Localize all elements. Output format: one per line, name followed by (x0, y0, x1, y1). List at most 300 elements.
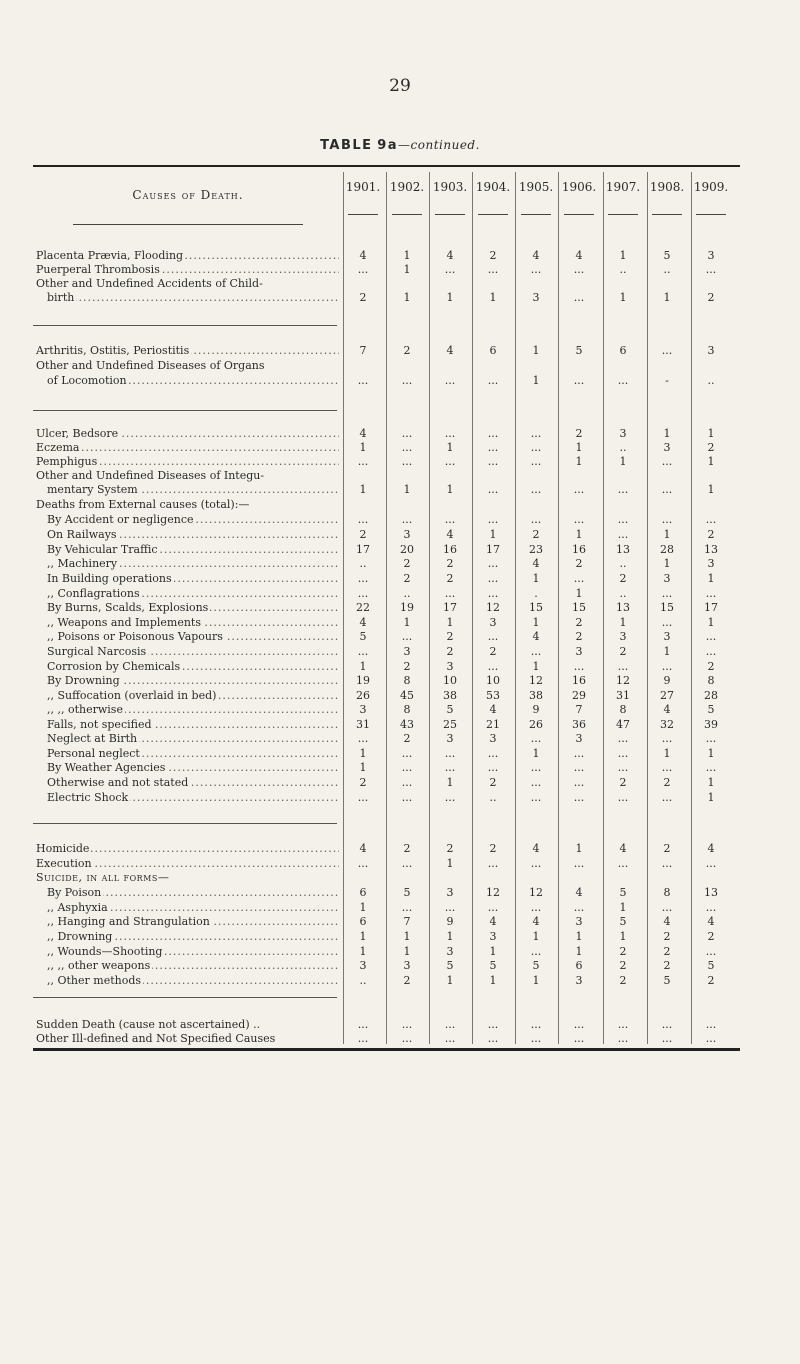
table-cell: 2 (575, 616, 583, 629)
row-label (47, 973, 339, 988)
year-header-underline (564, 214, 594, 215)
table-cell: 2 (619, 572, 627, 585)
row-label (36, 468, 339, 483)
table-cell: ... (530, 776, 542, 789)
table-cell: ... (357, 732, 369, 745)
table-cell: 28 (704, 689, 718, 702)
table-cell: ... (705, 513, 717, 526)
table-row (33, 615, 740, 630)
table-cell: 7 (359, 344, 367, 357)
table-cell: ... (705, 1032, 717, 1045)
table-cell: 1 (575, 930, 583, 943)
table-cell: ... (617, 374, 629, 387)
year-header-label: 1909. (693, 180, 729, 194)
table-cell: 3 (663, 441, 671, 454)
table-row (33, 629, 740, 644)
table-cell: ... (573, 660, 585, 673)
table-cell: ... (661, 483, 673, 496)
row-label-text: Other and Undefined Diseases of Organs (36, 359, 265, 372)
table-cell: 1 (663, 645, 671, 658)
table-row (33, 731, 740, 746)
table-cell: 4 (489, 703, 497, 716)
table-cell: 4 (359, 427, 367, 440)
table-cell: ... (573, 483, 585, 496)
row-label-text: Puerperal Thrombosis (36, 263, 160, 276)
row-label-text: Corrosion by Chemicals (47, 660, 181, 673)
table-cell: ... (661, 455, 673, 468)
table-cell: 3 (707, 249, 715, 262)
row-label (36, 358, 339, 373)
table-cell: 3 (663, 630, 671, 643)
table-cell: 1 (489, 945, 497, 958)
row-label (36, 262, 339, 277)
table-cell: 16 (572, 674, 586, 687)
year-header-underline (348, 214, 378, 215)
table-cell: 2 (403, 660, 411, 673)
row-label (36, 497, 339, 512)
table-cell: 1 (707, 455, 715, 468)
year-header-label: 1907. (605, 180, 641, 194)
table-cell: ... (357, 857, 369, 870)
table-cell: ... (573, 1032, 585, 1045)
table-cell: 38 (529, 689, 543, 702)
table-cell: 5 (663, 249, 671, 262)
table-row (33, 644, 740, 659)
row-label (47, 944, 339, 959)
table-cell: 1 (359, 747, 367, 760)
table-row (33, 870, 740, 885)
row-label (47, 746, 339, 761)
row-label-text: By Vehicular Traffic (47, 543, 158, 556)
table-row (33, 571, 740, 586)
row-label (47, 659, 339, 674)
table-cell: 5 (532, 959, 540, 972)
table-cell: ... (661, 344, 673, 357)
table-cell: 1 (403, 263, 411, 276)
table-cell: 4 (359, 249, 367, 262)
table-cell: 2 (619, 776, 627, 789)
year-header (387, 180, 427, 215)
table-cell: 2 (575, 630, 583, 643)
table-cell: 2 (489, 249, 497, 262)
table-cell: 4 (575, 886, 583, 899)
table-row (33, 262, 740, 277)
table-row (33, 556, 740, 571)
table-row (33, 1031, 740, 1046)
table-cell: 16 (572, 543, 586, 556)
table-cell: 20 (400, 543, 414, 556)
table-cell: 38 (443, 689, 457, 702)
table-title (0, 138, 800, 153)
row-label-text: birth (47, 291, 75, 304)
row-label (47, 760, 339, 775)
table-cell: ... (444, 791, 456, 804)
row-label (47, 929, 339, 944)
table-cell: 1 (663, 747, 671, 760)
table-cell: 23 (529, 543, 543, 556)
table-cell: 2 (663, 842, 671, 855)
table-cell: 1 (575, 441, 583, 454)
row-label-text: Placenta Prævia, Flooding (36, 249, 184, 262)
table-cell: ... (530, 455, 542, 468)
table-cell: 4 (446, 528, 454, 541)
table-cell: 1 (663, 427, 671, 440)
table-cell: ... (487, 901, 499, 914)
table-cell: 1 (663, 557, 671, 570)
table-cell: ... (705, 645, 717, 658)
table-cell: 13 (704, 543, 718, 556)
table-row (33, 276, 740, 291)
table-cell: 31 (356, 718, 370, 731)
page-number: 29 (389, 76, 411, 96)
table-cell: 6 (619, 344, 627, 357)
table-cell: 3 (575, 732, 583, 745)
table-cell: ... (444, 1032, 456, 1045)
row-label (47, 512, 339, 527)
table-cell: 1 (532, 974, 540, 987)
table-cell: ... (487, 761, 499, 774)
table-cell: ... (573, 1018, 585, 1031)
table-cell: ... (617, 1018, 629, 1031)
row-label (47, 644, 339, 659)
table-cell: ... (401, 427, 413, 440)
table-cell: 22 (356, 601, 370, 614)
table-cell: 32 (660, 718, 674, 731)
table-cell: ... (444, 374, 456, 387)
table-cell: 2 (707, 930, 715, 943)
table-row (33, 885, 740, 900)
table-cell: 1 (707, 747, 715, 760)
table-cell: 16 (443, 543, 457, 556)
table-cell: 5 (619, 886, 627, 899)
table-cell: 6 (575, 959, 583, 972)
table-cell: 3 (575, 915, 583, 928)
table-cell: 10 (443, 674, 457, 687)
row-label (47, 556, 339, 571)
table-cell: ... (444, 427, 456, 440)
table-cell: .. (619, 263, 627, 276)
table-cell: 3 (707, 344, 715, 357)
table-cell: 3 (489, 732, 497, 745)
table-cell: - (665, 374, 669, 387)
table-cell: .. (403, 587, 411, 600)
table-row (33, 746, 740, 761)
row-label-text: Execution (36, 857, 92, 870)
table-cell: 2 (403, 572, 411, 585)
row-label (36, 248, 339, 263)
table-cell: .. (359, 557, 367, 570)
table-row (33, 343, 740, 358)
table-cell: ... (357, 791, 369, 804)
table-cell: 1 (359, 483, 367, 496)
table-row (33, 717, 740, 732)
table-cell: 47 (616, 718, 630, 731)
table-cell: ... (357, 1018, 369, 1031)
table-cell: ... (487, 557, 499, 570)
row-label-text: Other Ill-defined and Not Specified Causes (36, 1032, 276, 1045)
row-label-text: Ulcer, Bedsore (36, 427, 119, 440)
row-label-text: ,, Conflagrations (47, 587, 140, 600)
table-cell: ... (444, 1018, 456, 1031)
row-label-text: Other and Undefined Accidents of Child- (36, 277, 263, 290)
table-cell: 15 (529, 601, 543, 614)
table-row (33, 454, 740, 469)
table-cell: .. (489, 791, 497, 804)
table-cell: ... (573, 374, 585, 387)
row-label (47, 615, 339, 630)
row-label (47, 571, 339, 586)
table-cell: ... (487, 1018, 499, 1031)
table-row (33, 944, 740, 959)
row-label-text: On Railways (47, 528, 117, 541)
table-cell: ... (573, 761, 585, 774)
table-cell: ... (617, 513, 629, 526)
table-cell: 5 (359, 630, 367, 643)
section-rule (33, 410, 337, 411)
table-cell: 4 (532, 630, 540, 643)
row-label-text: ,, Other methods (47, 974, 142, 987)
table-cell: 1 (532, 747, 540, 760)
table-cell: ... (357, 455, 369, 468)
table-cell: ... (401, 761, 413, 774)
row-label-text: ,, Wounds—Shooting (47, 945, 163, 958)
table-cell: 1 (359, 930, 367, 943)
table-cell: 2 (532, 528, 540, 541)
table-cell: ... (705, 263, 717, 276)
table-cell: ... (401, 857, 413, 870)
row-label (36, 454, 339, 469)
table-row (33, 856, 740, 871)
table-cell: 17 (356, 543, 370, 556)
table-cell: 2 (446, 842, 454, 855)
table-cell: ... (401, 1032, 413, 1045)
table-cell: 1 (403, 291, 411, 304)
table-cell: 8 (663, 886, 671, 899)
table-cell: 3 (359, 959, 367, 972)
table-row (33, 358, 740, 373)
table-cell: 4 (446, 249, 454, 262)
row-label (47, 629, 339, 644)
table-cell: ... (401, 455, 413, 468)
table-cell: ... (573, 572, 585, 585)
table-row (33, 760, 740, 775)
year-header (603, 180, 643, 215)
table-row (33, 673, 740, 688)
table-cell: 53 (486, 689, 500, 702)
table-cell: ... (530, 901, 542, 914)
table-cell: 1 (403, 483, 411, 496)
table-cell: 25 (443, 718, 457, 731)
table-row (33, 790, 740, 805)
table-cell: 2 (619, 974, 627, 987)
year-header-label: 1906. (561, 180, 597, 194)
table-cell: 2 (663, 930, 671, 943)
table-cell: 6 (359, 915, 367, 928)
table-cell: ... (401, 901, 413, 914)
table-row (33, 929, 740, 944)
table-cell: ... (357, 572, 369, 585)
row-label-text: Falls, not specified (47, 718, 152, 731)
table-cell: 1 (619, 930, 627, 943)
row-label-text: Homicide (36, 842, 90, 855)
table-row (33, 586, 740, 601)
table-cell: ... (357, 645, 369, 658)
year-header (647, 180, 687, 215)
year-header-label: 1905. (518, 180, 554, 194)
table-cell: 1 (446, 291, 454, 304)
table-cell: 3 (532, 291, 540, 304)
table-cell: ... (617, 660, 629, 673)
table-cell: 3 (446, 886, 454, 899)
year-header-underline (478, 214, 508, 215)
table-cell: 3 (359, 703, 367, 716)
table-cell: 1 (707, 616, 715, 629)
table-cell: 5 (663, 974, 671, 987)
table-cell: 1 (707, 776, 715, 789)
table-cell: 3 (575, 645, 583, 658)
table-cell: 1 (403, 945, 411, 958)
table-cell: 2 (359, 528, 367, 541)
table-cell: 2 (707, 291, 715, 304)
table-cell: 1 (446, 857, 454, 870)
table-row (33, 688, 740, 703)
row-label-text: By Drowning (47, 674, 120, 687)
row-label-text: Suicide, in all forms— (36, 871, 170, 884)
table-cell: 1 (532, 374, 540, 387)
row-label (47, 702, 339, 717)
row-label (47, 527, 339, 542)
year-header (516, 180, 556, 215)
table-cell: 1 (619, 901, 627, 914)
table-row (33, 958, 740, 973)
table-cell: 3 (707, 557, 715, 570)
table-cell: 1 (575, 587, 583, 600)
table-cell: 2 (619, 959, 627, 972)
row-label (36, 343, 339, 358)
row-label-text: ,, Weapons and Implements (47, 616, 201, 629)
row-label-text: By Weather Agencies (47, 761, 166, 774)
table-cell: 36 (572, 718, 586, 731)
table-cell: ... (705, 945, 717, 958)
row-label (47, 542, 339, 557)
table-cell: ... (530, 441, 542, 454)
table-cell: 3 (619, 630, 627, 643)
table-cell: 4 (575, 249, 583, 262)
row-label-text: mentary System (47, 483, 138, 496)
table-row (33, 497, 740, 512)
table-cell: ... (401, 441, 413, 454)
table-cell: 2 (707, 441, 715, 454)
table-cell: 1 (619, 616, 627, 629)
table-cell: 2 (619, 945, 627, 958)
table-cell: .. (707, 374, 715, 387)
table-cell: 3 (403, 528, 411, 541)
table-cell: 9 (446, 915, 454, 928)
table-cell: 10 (486, 674, 500, 687)
table-cell: 1 (619, 455, 627, 468)
row-label-text: ,, ,, other weapons (47, 959, 151, 972)
table-cell: ... (661, 1032, 673, 1045)
table-cell: 2 (707, 528, 715, 541)
table-cell: ... (573, 776, 585, 789)
causes-header-underline (73, 224, 303, 225)
table-cell: ... (617, 857, 629, 870)
table-cell: ... (530, 427, 542, 440)
table-row (33, 512, 740, 527)
table-cell: 4 (532, 249, 540, 262)
row-label (47, 673, 339, 688)
table-cell: 1 (359, 945, 367, 958)
table-cell: 1 (619, 249, 627, 262)
row-label (47, 958, 339, 973)
row-label (36, 276, 339, 291)
table-bottom-rule (33, 1048, 740, 1051)
table-cell: 5 (707, 703, 715, 716)
table-row (33, 900, 740, 915)
table-row (33, 973, 740, 988)
table-cell: 4 (446, 344, 454, 357)
row-label (47, 586, 339, 601)
table-cell: ... (487, 263, 499, 276)
table-cell: 13 (616, 543, 630, 556)
row-label (36, 841, 339, 856)
table-cell: 2 (707, 974, 715, 987)
table-cell: 1 (575, 455, 583, 468)
table-cell: ... (444, 455, 456, 468)
table-cell: 1 (707, 483, 715, 496)
table-cell: ... (661, 513, 673, 526)
table-cell: ... (487, 441, 499, 454)
table-cell: 12 (529, 886, 543, 899)
year-header (430, 180, 470, 215)
table-row (33, 290, 740, 305)
table-cell: ... (487, 587, 499, 600)
table-cell: ... (444, 587, 456, 600)
row-label-text: ,, ,, otherwise (47, 703, 123, 716)
table-cell: ... (530, 645, 542, 658)
table-cell: 4 (707, 842, 715, 855)
table-cell: ... (357, 587, 369, 600)
table-cell: 5 (575, 344, 583, 357)
table-cell: 4 (663, 703, 671, 716)
causes-header: Causes of Death. (132, 188, 244, 202)
table-cell: ... (487, 630, 499, 643)
table-cell: ... (401, 791, 413, 804)
row-label (47, 914, 339, 929)
table-cell: 4 (707, 915, 715, 928)
table-cell: ... (617, 528, 629, 541)
section-rule (33, 325, 337, 326)
table-cell: ... (661, 901, 673, 914)
table-cell: ... (357, 374, 369, 387)
table-cell: ... (530, 945, 542, 958)
table-cell: ... (401, 374, 413, 387)
table-title-main: TABLE (320, 138, 373, 153)
table-cell: ... (487, 747, 499, 760)
table-cell: 5 (489, 959, 497, 972)
table-cell: 1 (532, 660, 540, 673)
table-cell: 2 (403, 344, 411, 357)
table-cell: 1 (359, 660, 367, 673)
table-cell: ... (661, 857, 673, 870)
table-cell: ... (705, 901, 717, 914)
table-cell: 1 (446, 930, 454, 943)
table-cell: 4 (619, 842, 627, 855)
table-cell: 5 (446, 959, 454, 972)
table-cell: 2 (663, 945, 671, 958)
table-cell: ... (487, 513, 499, 526)
table-cell: 2 (619, 645, 627, 658)
